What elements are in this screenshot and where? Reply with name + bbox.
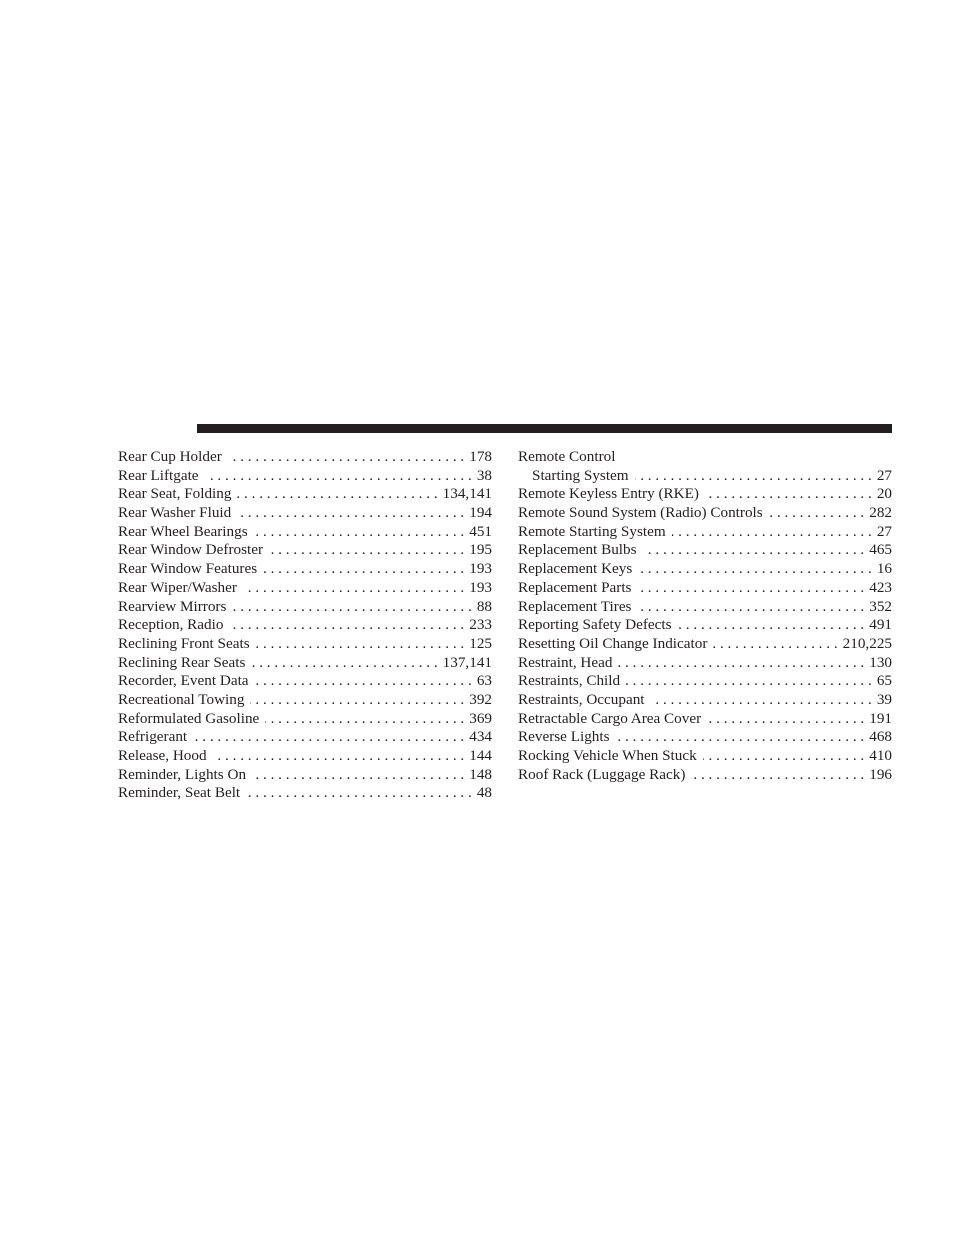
page-number: 491 bbox=[869, 616, 892, 634]
page-number: 134,141 bbox=[442, 485, 492, 503]
index-entry bbox=[118, 541, 492, 560]
page-number: 195 bbox=[469, 541, 492, 559]
index-term: Rear Window Features bbox=[118, 560, 258, 578]
index-term: Rearview Mirrors bbox=[118, 597, 227, 615]
index-entry bbox=[118, 560, 492, 579]
page-number: 20 bbox=[876, 485, 892, 503]
dot-leader bbox=[678, 616, 865, 635]
index-sub-entry bbox=[518, 467, 892, 486]
page-number: 468 bbox=[869, 728, 892, 746]
index-term: Reporting Safety Defects bbox=[518, 616, 672, 634]
index-term: Rear Seat, Folding bbox=[118, 485, 232, 503]
index-term: Reclining Front Seats bbox=[118, 634, 250, 652]
dot-leader bbox=[672, 523, 872, 542]
index-term: Rear Wheel Bearings bbox=[118, 522, 248, 540]
index-term: Recreational Towing bbox=[118, 690, 245, 708]
dot-leader bbox=[252, 766, 464, 785]
index-term: Refrigerant bbox=[118, 728, 188, 746]
index-entry bbox=[118, 635, 492, 654]
index-term: Reformulated Gasoline bbox=[118, 709, 260, 727]
dot-leader bbox=[638, 560, 872, 579]
dot-leader bbox=[254, 523, 465, 542]
index-term: Rear Liftgate bbox=[118, 466, 199, 484]
page-number: 130 bbox=[869, 653, 892, 671]
index-entry bbox=[518, 579, 892, 598]
dot-leader bbox=[713, 635, 837, 654]
page-number: 148 bbox=[469, 765, 492, 783]
index-entry bbox=[518, 541, 892, 560]
page-number: 144 bbox=[469, 747, 492, 764]
index-entry bbox=[118, 598, 492, 617]
page-number: 233 bbox=[469, 616, 492, 634]
index-entry bbox=[518, 635, 892, 654]
dot-leader bbox=[269, 541, 464, 560]
index-entry bbox=[518, 654, 892, 673]
dot-leader bbox=[705, 485, 872, 504]
index-sub-term: Starting System bbox=[532, 466, 629, 484]
index-term: Replacement Keys bbox=[518, 560, 633, 578]
index-entry bbox=[518, 710, 892, 729]
page-number: 434 bbox=[469, 728, 492, 746]
index-entry bbox=[518, 672, 892, 691]
index-entry bbox=[118, 766, 492, 785]
page-number: 282 bbox=[869, 504, 892, 522]
page-number: 65 bbox=[876, 672, 892, 690]
dot-leader bbox=[707, 710, 864, 729]
page-number: 39 bbox=[876, 690, 892, 708]
index-term: Reverse Lights bbox=[518, 728, 610, 746]
index-heading-entry bbox=[518, 448, 892, 467]
page-number: 48 bbox=[476, 784, 492, 802]
index-term: Reminder, Seat Belt bbox=[118, 784, 241, 802]
index-term: Remote Sound System (Radio) Controls bbox=[518, 504, 763, 522]
dot-leader bbox=[193, 728, 464, 747]
dot-leader bbox=[250, 691, 464, 710]
page-number: 63 bbox=[476, 672, 492, 690]
index-term: Restraints, Occupant bbox=[518, 690, 645, 708]
dot-leader bbox=[229, 616, 464, 635]
dot-leader bbox=[637, 579, 864, 598]
index-entry bbox=[518, 523, 892, 542]
dot-leader bbox=[651, 691, 872, 710]
index-term: Remote Keyless Entry (RKE) bbox=[518, 485, 699, 503]
dot-leader bbox=[643, 541, 865, 560]
page-number: 392 bbox=[469, 690, 492, 708]
dot-leader bbox=[251, 654, 437, 673]
index-entry bbox=[518, 691, 892, 710]
dot-leader bbox=[691, 766, 864, 785]
index-entry bbox=[118, 728, 492, 747]
index-term: Replacement Bulbs bbox=[518, 541, 637, 559]
index-entry bbox=[118, 485, 492, 504]
index-term: Retractable Cargo Area Cover bbox=[518, 709, 702, 727]
index-term: Rear Cup Holder bbox=[118, 448, 222, 465]
index-entry bbox=[118, 523, 492, 542]
index-entry bbox=[518, 766, 892, 785]
page-number: 38 bbox=[476, 466, 492, 484]
index-term: Reclining Rear Seats bbox=[118, 653, 246, 671]
index-term: Recorder, Event Data bbox=[118, 672, 249, 690]
index-term: Resetting Oil Change Indicator bbox=[518, 634, 708, 652]
index-entry bbox=[518, 485, 892, 504]
page-number: 27 bbox=[876, 466, 892, 484]
page-number: 369 bbox=[469, 709, 492, 727]
index-column-left bbox=[118, 448, 492, 803]
index-term: Replacement Tires bbox=[518, 597, 632, 615]
index-entry bbox=[118, 448, 492, 467]
index-term: Rocking Vehicle When Stuck bbox=[518, 747, 697, 764]
page-number: 423 bbox=[869, 578, 892, 596]
index-term: Restraint, Head bbox=[518, 653, 613, 671]
index-term: Release, Hood bbox=[118, 747, 207, 764]
page-number: 451 bbox=[469, 522, 492, 540]
page-number: 27 bbox=[876, 522, 892, 540]
dot-leader bbox=[263, 560, 464, 579]
page-number: 210,225 bbox=[842, 634, 892, 652]
index-entry bbox=[118, 579, 492, 598]
index-entry bbox=[118, 691, 492, 710]
dot-leader bbox=[237, 504, 464, 523]
index-term: Restraints, Child bbox=[518, 672, 621, 690]
index-heading-term: Remote Control bbox=[518, 448, 616, 465]
index-entry bbox=[118, 654, 492, 673]
index-term: Reception, Radio bbox=[118, 616, 224, 634]
page-number: 193 bbox=[469, 578, 492, 596]
page-number: 137,141 bbox=[442, 653, 492, 671]
index-term: Rear Wiper/Washer bbox=[118, 578, 237, 596]
index-entry bbox=[118, 747, 492, 766]
index-entry bbox=[518, 598, 892, 617]
index-term: Rear Window Defroster bbox=[118, 541, 264, 559]
page-number: 465 bbox=[869, 541, 892, 559]
dot-leader bbox=[243, 579, 464, 598]
dot-leader bbox=[228, 448, 464, 467]
index-entry bbox=[118, 672, 492, 691]
dot-leader bbox=[635, 467, 872, 486]
dot-leader bbox=[237, 485, 437, 504]
dot-leader bbox=[255, 672, 472, 691]
page-number: 125 bbox=[469, 634, 492, 652]
dot-leader bbox=[626, 672, 872, 691]
dot-leader bbox=[769, 504, 865, 523]
dot-leader bbox=[256, 635, 465, 654]
index-term: Replacement Parts bbox=[518, 578, 632, 596]
dot-leader bbox=[246, 784, 472, 803]
dot-leader bbox=[213, 747, 465, 766]
page-number: 196 bbox=[869, 765, 892, 783]
index-entry bbox=[518, 728, 892, 747]
page-number: 88 bbox=[476, 597, 492, 615]
page-number: 193 bbox=[469, 560, 492, 578]
index-entry bbox=[118, 710, 492, 729]
index-term: Reminder, Lights On bbox=[118, 765, 247, 783]
index-term: Remote Starting System bbox=[518, 522, 666, 540]
page-number: 178 bbox=[469, 448, 492, 465]
page-number: 410 bbox=[869, 747, 892, 764]
page-number: 194 bbox=[469, 504, 492, 522]
index-entry bbox=[118, 616, 492, 635]
index-entry bbox=[518, 747, 892, 766]
dot-leader bbox=[265, 710, 464, 729]
dot-leader bbox=[205, 467, 472, 486]
index-term: Rear Washer Fluid bbox=[118, 504, 232, 522]
index-column-right bbox=[518, 448, 892, 784]
index-entry bbox=[118, 784, 492, 803]
dot-leader bbox=[637, 598, 864, 617]
index-term: Roof Rack (Luggage Rack) bbox=[518, 765, 686, 783]
index-entry bbox=[118, 467, 492, 486]
page-number: 191 bbox=[869, 709, 892, 727]
dot-leader bbox=[703, 747, 865, 766]
page-number: 16 bbox=[876, 560, 892, 578]
index-entry bbox=[518, 616, 892, 635]
header-rule bbox=[197, 424, 892, 433]
index-entry bbox=[118, 504, 492, 523]
dot-leader bbox=[616, 728, 865, 747]
dot-leader bbox=[618, 654, 864, 673]
dot-leader bbox=[232, 598, 471, 617]
index-entry bbox=[518, 504, 892, 523]
page-number: 352 bbox=[869, 597, 892, 615]
index-entry bbox=[518, 560, 892, 579]
